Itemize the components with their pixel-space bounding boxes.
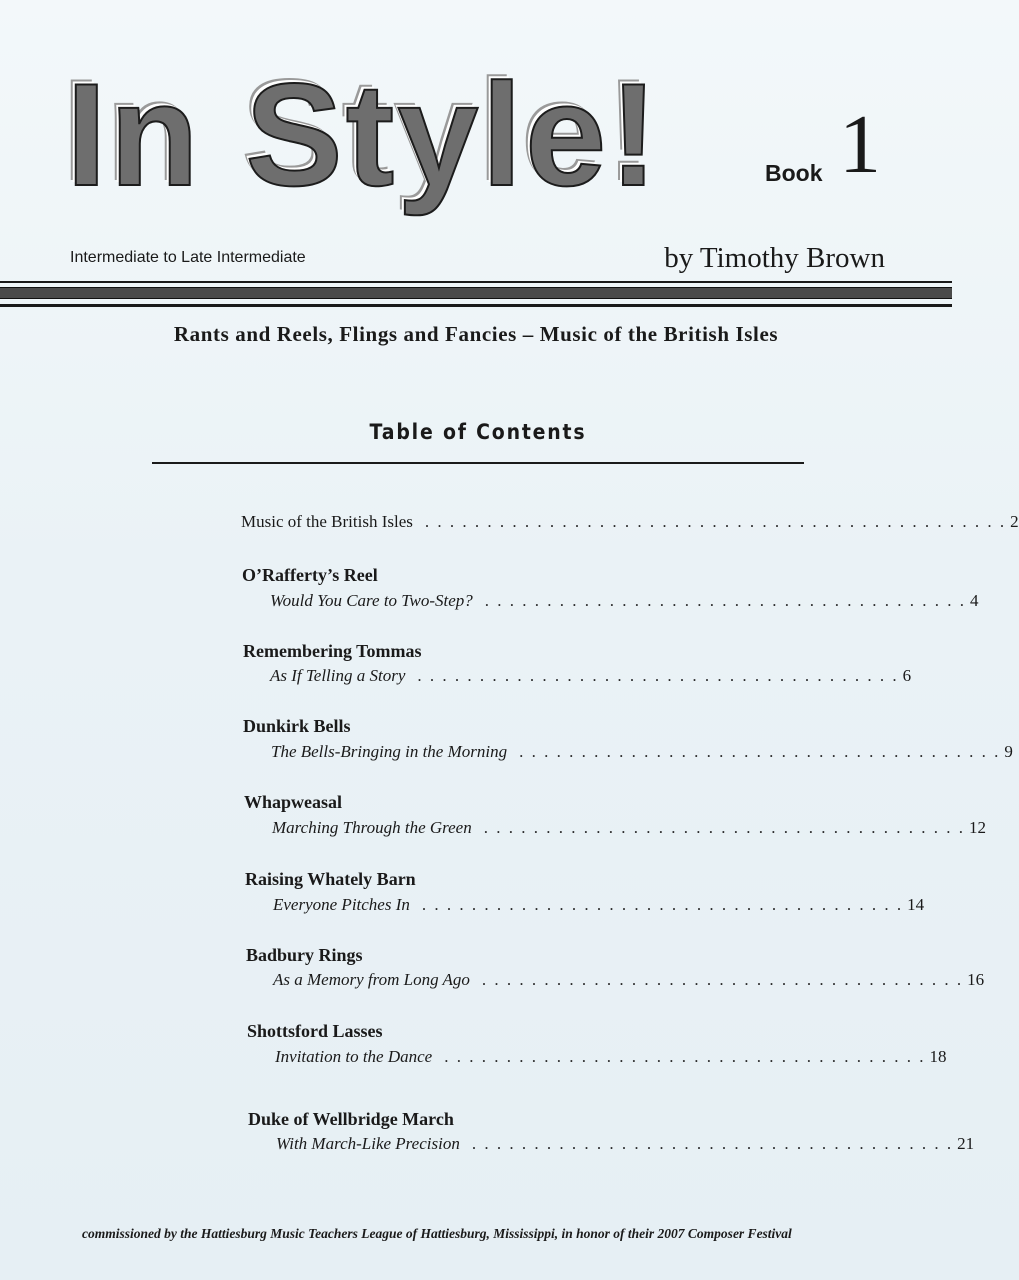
piece-title: Whapweasal [244,792,343,812]
piece-subtitle-row [275,1047,947,1067]
piece-subtitle-row [270,591,979,611]
toc-page-number: 12 [968,818,986,837]
toc-intro-label: Music of the British Isles [241,512,413,531]
leader-dots: . . . . . . . . . . . . . . . . . . . . . . . . . . . . . . . . . . . . . . . [481,970,964,989]
book-number: 1 [839,98,881,191]
leader-dots: . . . . . . . . . . . . . . . . . . . . . . . . . . . . . . . . . . . . . . . . . . . . . . . [424,512,1007,531]
header-rule-band [0,287,952,299]
toc-page-number: 14 [907,895,925,914]
toc-page-number: 2 [1010,512,1019,531]
toc-divider [152,462,804,464]
piece-subtitle-row [272,818,986,838]
piece-subtitle: With March-Like Precision [276,1134,460,1153]
leader-dots: . . . . . . . . . . . . . . . . . . . . . . . . . . . . . . . . . . . . . . . [519,742,1001,761]
piece-subtitle: Invitation to the Dance [275,1047,433,1066]
piece-subtitle: Marching Through the Green [272,818,472,837]
leader-dots: . . . . . . . . . . . . . . . . . . . . . . . . . . . . . . . . . . . . . . . [421,895,904,914]
toc-page-number: 18 [929,1047,947,1066]
difficulty-level: Intermediate to Late Intermediate [70,249,306,266]
piece-title: Badbury Rings [246,945,363,965]
piece-title: Shottsford Lasses [247,1021,383,1041]
piece-title: Dunkirk Bells [243,716,351,736]
toc-heading: Table of Contents [369,420,587,444]
piece-title: Remembering Tommas [243,641,422,661]
piece-subtitle: Would You Care to Two-Step? [270,591,473,610]
leader-dots: . . . . . . . . . . . . . . . . . . . . . . . . . . . . . . . . . . . . . . . [484,591,967,610]
piece-title: Duke of Wellbridge March [248,1109,454,1129]
piece-subtitle: The Bells-Bringing in the Morning [271,742,508,761]
toc-intro-row [241,512,1019,532]
piece-subtitle-row [276,1134,975,1154]
piece-subtitle: Everyone Pitches In [273,895,410,914]
piece-subtitle: As If Telling a Story [270,666,406,685]
leader-dots: . . . . . . . . . . . . . . . . . . . . . . . . . . . . . . . . . . . . . . . [483,818,965,837]
piece-title: Raising Whately Barn [245,869,416,889]
leader-dots: . . . . . . . . . . . . . . . . . . . . . . . . . . . . . . . . . . . . . . . [444,1047,926,1066]
collection-subtitle: Rants and Reels, Flings and Fancies – Music of the British Isles [173,322,779,346]
book-title: In Style! [66,53,661,216]
piece-subtitle-row [273,970,985,990]
piece-subtitle-row [271,742,1013,762]
leader-dots: . . . . . . . . . . . . . . . . . . . . . . . . . . . . . . . . . . . . . . . [471,1134,954,1153]
leader-dots: . . . . . . . . . . . . . . . . . . . . . . . . . . . . . . . . . . . . . . . [417,666,899,685]
piece-subtitle: As a Memory from Long Ago [273,970,470,989]
toc-page-number: 6 [902,666,912,685]
header-rule-top [0,281,952,283]
header-rule-bottom [0,304,952,307]
toc-page-number: 16 [967,970,985,989]
toc-page-number: 4 [970,591,979,610]
piece-subtitle-row [270,666,912,686]
piece-subtitle-row [273,895,925,915]
author-byline: by Timothy Brown [664,242,885,274]
toc-page-number: 9 [1004,742,1013,761]
book-label: Book [765,160,823,186]
commission-note: commissioned by the Hattiesburg Music Teachers League of Hattiesburg, Mississippi, in honor of their 2007 Composer Festival [82,1226,792,1241]
toc-page-number: 21 [957,1134,975,1153]
piece-title: O’Rafferty’s Reel [242,565,378,585]
